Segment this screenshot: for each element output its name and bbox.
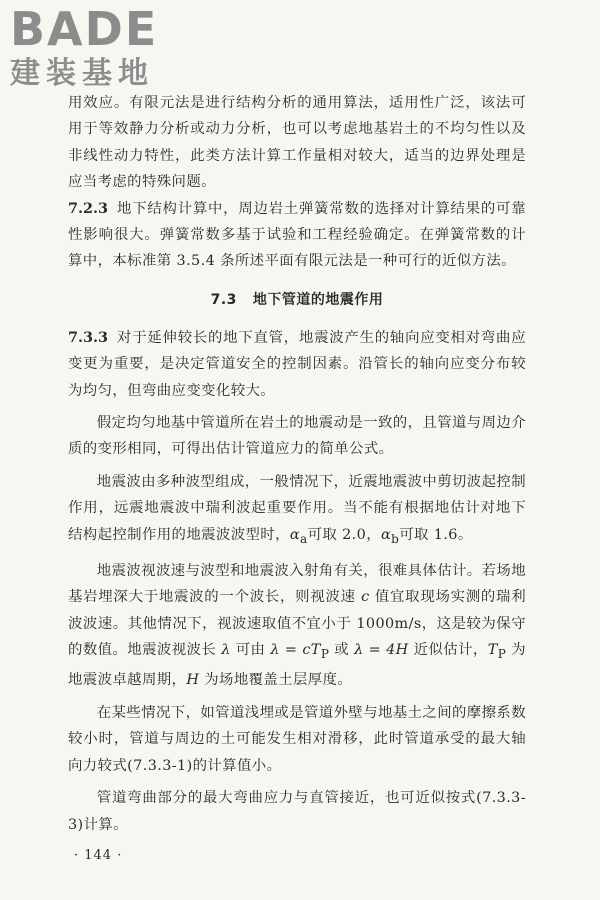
text-segment: 为场地覆盖土层厚度。 — [199, 672, 353, 689]
logo-subtitle: 建装基地 — [10, 56, 154, 91]
symbol-subscript: a — [300, 531, 308, 546]
symbol-subscript: b — [391, 531, 400, 546]
symbol-h: H — [186, 672, 200, 689]
paragraph-wave-types — [68, 469, 526, 552]
clause-number: 7.2.3 — [68, 199, 109, 217]
text-segment: 可取 2.0， — [307, 526, 381, 543]
symbol-c: c — [361, 589, 370, 606]
clause-7-2-3 — [68, 196, 526, 275]
symbol-subscript: P — [497, 647, 507, 662]
bade-logo — [10, 4, 180, 92]
text-segment: 可由 — [230, 642, 271, 659]
logo-brand: BADE — [10, 2, 159, 56]
symbol-subscript: P — [320, 647, 330, 662]
clause-text: 对于延伸较长的地下直管，地震波产生的轴向应变相对弯曲应变更为重要，是决定管道安全的控制因素。沿管长的轴向应变分布较为均匀，但弯曲应变变化较大。 — [68, 329, 526, 399]
text-segment: 地震波视波速与波型和地震波入射角有关，很难具体估计。若场地基岩埋深大于地震波的一个波长，则视波速 — [68, 562, 526, 606]
symbol-t: T — [487, 642, 498, 659]
clause-text: 地下结构计算中，周边岩土弹簧常数的选择对计算结果的可靠性影响很大。弹簧常数多基于试验和工程经验确定。在弹簧常数的计算中，本标准第 3.5.4 条所述平面有限元法是一种可行的近似方法。 — [68, 200, 526, 270]
clause-number: 7.3.3 — [68, 328, 109, 346]
formula-lambda-4h: λ = 4H — [354, 642, 409, 659]
symbol-alpha: α — [381, 526, 392, 543]
clause-7-3-3 — [68, 325, 526, 404]
section-heading — [68, 289, 526, 311]
section-number: 7.3 — [210, 291, 237, 308]
paragraph-slip: 在某些情况下，如管道浅埋或是管道外壁与地基土之间的摩擦系数较小时，管道与周边的土可能发生相对滑移，此时管道承受的最大轴向力较式(7.3.3-1)的计算值小。 — [68, 704, 526, 774]
formula-lambda-ct: λ = cT — [270, 642, 321, 659]
paragraph-wave-velocity — [68, 558, 526, 694]
paragraph-bending: 管道弯曲部分的最大弯曲应力与直管接近，也可近似按式(7.3.3-3)计算。 — [68, 790, 526, 833]
text-segment: 可取 1.6。 — [399, 526, 473, 543]
page-number: · 144 · — [74, 847, 123, 863]
symbol-alpha: α — [289, 526, 300, 543]
paragraph-assumption: 假定均匀地基中管道所在岩土的地震动是一致的，且管道与周边介质的变形相同，可得出估计管道应力的简单公式。 — [68, 415, 526, 458]
symbol-lambda: λ — [221, 642, 231, 659]
page-content — [68, 90, 526, 863]
text-segment: 值宜取现场实测的瑞利波波速。其他情况下，视波速取值不宜小于 1000m/s，这是较为保守的数值。地震波视波长 — [68, 589, 526, 659]
section-title-text: 地下管道的地震作用 — [252, 291, 384, 308]
text-segment: 近似估计， — [408, 642, 488, 659]
intro-paragraph: 用效应。有限元法是进行结构分析的通用算法，适用性广泛，该法可用于等效静力分析或动力分析，也可以考虑地基岩土的不均匀性以及非线性动力特性，此类方法计算工作量相对较大，适当的边界处理是应当考虑的特殊问题。 — [68, 95, 526, 191]
text-segment: 或 — [329, 642, 355, 659]
text-segment: 地震波由多种波型组成，一般情况下，近震地震波中剪切波起控制作用，远震地震波中瑞利波起重要作用。当不能有根据地估计对地下结构起控制作用的地震波波型时， — [68, 473, 526, 543]
text-segment: 为地震波卓越周期， — [68, 642, 526, 689]
